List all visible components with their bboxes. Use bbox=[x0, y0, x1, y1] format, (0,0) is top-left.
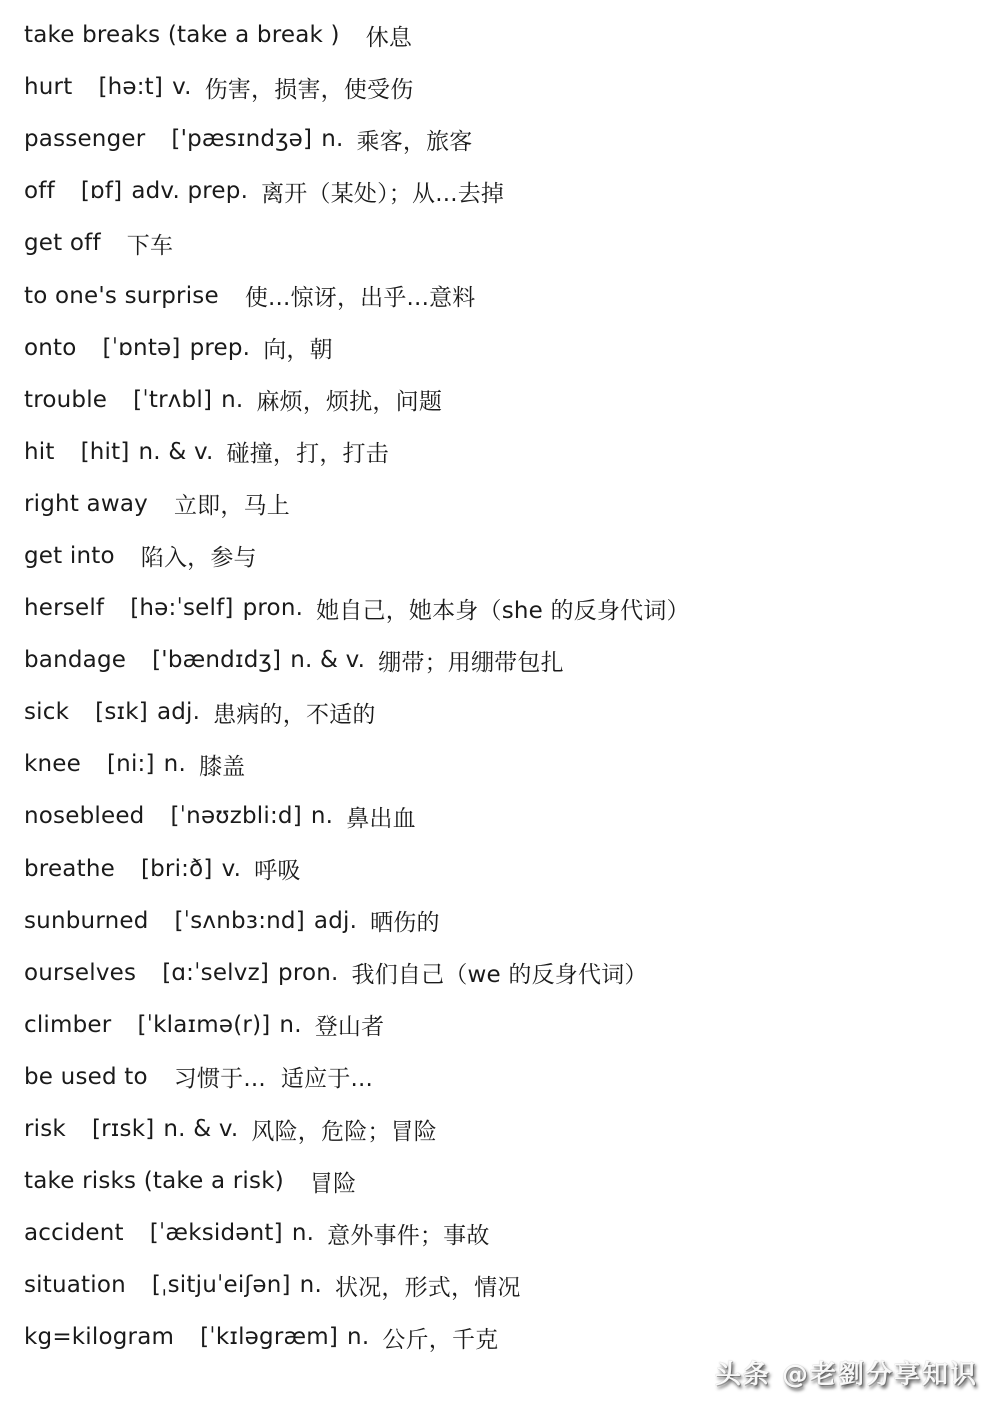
entry-meaning: 立即，马上 bbox=[173, 493, 290, 520]
list-item bbox=[24, 1259, 984, 1311]
entry-meaning: 登山者 bbox=[314, 1014, 385, 1041]
entry-meaning: 公斤，千克 bbox=[382, 1326, 499, 1353]
entry-word: herself bbox=[24, 595, 105, 622]
list-item bbox=[24, 217, 984, 269]
entry-meaning: 向，朝 bbox=[263, 337, 333, 364]
entry-meaning: 习惯于... 适应于... bbox=[173, 1066, 374, 1093]
list-item bbox=[24, 426, 984, 478]
list-item bbox=[24, 478, 984, 530]
entry-phonetic: [sɪk] bbox=[95, 699, 148, 726]
entry-pos: n. bbox=[279, 1011, 302, 1038]
entry-word: off bbox=[24, 178, 55, 205]
entry-meaning: 麻烦，烦扰，问题 bbox=[256, 389, 443, 416]
entry-word: breathe bbox=[24, 855, 115, 882]
entry-word: accident bbox=[24, 1220, 124, 1247]
entry-phonetic: [ɑ:ˈselvz] bbox=[162, 959, 270, 986]
entry-pos: v. bbox=[172, 74, 192, 101]
list-item bbox=[24, 634, 984, 686]
entry-meaning: 冒险 bbox=[309, 1170, 357, 1197]
list-item bbox=[24, 1207, 984, 1259]
entry-phonetic: [hə:t] bbox=[98, 74, 164, 101]
entry-phonetic: [ˈtrʌbl] bbox=[133, 386, 213, 413]
entry-pos: adv. prep. bbox=[131, 178, 249, 205]
entry-phonetic: [rɪsk] bbox=[91, 1116, 155, 1143]
entry-meaning: 患病的，不适的 bbox=[213, 701, 376, 728]
entry-meaning: 我们自己（we 的反身代词） bbox=[351, 962, 648, 989]
list-item bbox=[24, 269, 984, 321]
list-item bbox=[24, 1051, 984, 1103]
entry-meaning: 呼吸 bbox=[254, 858, 301, 885]
list-item bbox=[24, 165, 984, 217]
list-item bbox=[24, 738, 984, 790]
entry-pos: adj. bbox=[313, 907, 358, 934]
entry-pos: prep. bbox=[189, 334, 251, 361]
entry-pos: n. bbox=[291, 1220, 315, 1247]
entry-meaning: 鼻出血 bbox=[346, 805, 416, 832]
list-item bbox=[24, 1103, 984, 1155]
list-item bbox=[24, 843, 984, 895]
entry-phonetic: [bri:ð] bbox=[140, 855, 213, 882]
entry-phonetic: [hit] bbox=[80, 438, 130, 465]
list-item bbox=[24, 113, 984, 165]
entry-word: ourselves bbox=[24, 959, 137, 986]
entry-word: nosebleed bbox=[24, 803, 145, 830]
entry-phonetic: [ɒf] bbox=[80, 178, 123, 205]
list-item bbox=[24, 374, 984, 426]
entry-phonetic: ['bændɪdʒ] bbox=[152, 647, 282, 674]
entry-meaning: 膝盖 bbox=[198, 753, 246, 780]
entry-pos: n. bbox=[221, 386, 244, 413]
entry-pos: n. & v. bbox=[163, 1116, 239, 1143]
entry-meaning: 她自己，她本身（she 的反身代词） bbox=[316, 597, 690, 624]
list-item bbox=[24, 999, 984, 1051]
entry-pos: n. & v. bbox=[290, 647, 366, 674]
entry-word: kg=kilogram bbox=[24, 1324, 175, 1351]
entry-word: get off bbox=[24, 230, 101, 257]
entry-word: to one's surprise bbox=[24, 282, 219, 309]
entry-meaning: 使...惊讶，出乎...意料 bbox=[244, 285, 476, 312]
entry-word: hurt bbox=[24, 74, 73, 101]
list-item bbox=[24, 530, 984, 582]
watermark: 头条 @老劉分享知识 bbox=[714, 1360, 978, 1390]
entry-pos: pron. bbox=[278, 959, 339, 986]
entry-word: be used to bbox=[24, 1063, 148, 1090]
entry-meaning: 乘客，旅客 bbox=[356, 128, 473, 155]
entry-word: onto bbox=[24, 334, 77, 361]
entry-phonetic: [hə:ˈself] bbox=[130, 595, 234, 622]
list-item bbox=[24, 322, 984, 374]
entry-word: bandage bbox=[24, 647, 127, 674]
entry-pos: n. bbox=[321, 126, 344, 153]
list-item bbox=[24, 582, 984, 634]
entry-word: sunburned bbox=[24, 907, 149, 934]
entry-meaning: 碰撞，打，打击 bbox=[226, 441, 389, 468]
entry-meaning: 意外事件；事故 bbox=[327, 1222, 490, 1249]
entry-phonetic: [ˈsʌnbɜ:nd] bbox=[174, 907, 305, 934]
entry-word: take risks (take a risk) bbox=[24, 1168, 284, 1195]
entry-phonetic: ['pæsɪndʒə] bbox=[171, 126, 313, 153]
entry-pos: n. & v. bbox=[138, 438, 214, 465]
entry-meaning: 状况，形式，情况 bbox=[334, 1274, 521, 1301]
entry-phonetic: [ˈæksidənt] bbox=[149, 1220, 283, 1247]
entry-meaning: 晒伤的 bbox=[370, 910, 440, 937]
list-item bbox=[24, 947, 984, 999]
entry-word: right away bbox=[24, 490, 148, 517]
list-item bbox=[24, 1155, 984, 1207]
entry-pos: adj. bbox=[156, 699, 201, 726]
entry-phonetic: [ni:] bbox=[107, 751, 155, 778]
entry-word: situation bbox=[24, 1272, 126, 1299]
entry-pos: pron. bbox=[242, 595, 304, 622]
entry-word: knee bbox=[24, 751, 81, 778]
entry-phonetic: [ˈkɪləgræm] bbox=[200, 1324, 339, 1351]
entry-meaning: 休息 bbox=[365, 24, 413, 51]
entry-word: sick bbox=[24, 699, 70, 726]
list-item bbox=[24, 686, 984, 738]
entry-meaning: 离开（某处）；从...去掉 bbox=[261, 180, 505, 207]
entry-word: climber bbox=[24, 1011, 112, 1038]
entry-phonetic: [ˈɒntə] bbox=[102, 334, 181, 361]
list-item bbox=[24, 61, 984, 113]
word-list bbox=[24, 9, 984, 1363]
entry-pos: n. bbox=[310, 803, 334, 830]
entry-pos: v. bbox=[221, 855, 242, 882]
entry-meaning: 陷入，参与 bbox=[140, 545, 257, 572]
list-item bbox=[24, 790, 984, 842]
entry-meaning: 风险，危险；冒险 bbox=[251, 1118, 437, 1145]
entry-phonetic: [ˈklaɪmə(r)] bbox=[137, 1011, 271, 1038]
list-item bbox=[24, 895, 984, 947]
entry-word: hit bbox=[24, 438, 55, 465]
entry-word: trouble bbox=[24, 386, 108, 413]
entry-word: take breaks (take a break ) bbox=[24, 22, 340, 49]
entry-meaning: 绷带；用绷带包扎 bbox=[378, 649, 564, 676]
entry-meaning: 伤害，损害，使受伤 bbox=[204, 76, 414, 103]
list-item bbox=[24, 9, 984, 61]
entry-pos: n. bbox=[347, 1324, 370, 1351]
entry-pos: n. bbox=[299, 1272, 322, 1299]
entry-phonetic: [ˌsitjuˈeiʃən] bbox=[151, 1272, 291, 1299]
entry-phonetic: [ˈnəʊzbli:d] bbox=[170, 803, 302, 830]
entry-word: risk bbox=[24, 1116, 66, 1143]
entry-word: get into bbox=[24, 542, 115, 569]
entry-meaning: 下车 bbox=[126, 232, 174, 259]
entry-word: passenger bbox=[24, 126, 146, 153]
entry-pos: n. bbox=[163, 751, 186, 778]
